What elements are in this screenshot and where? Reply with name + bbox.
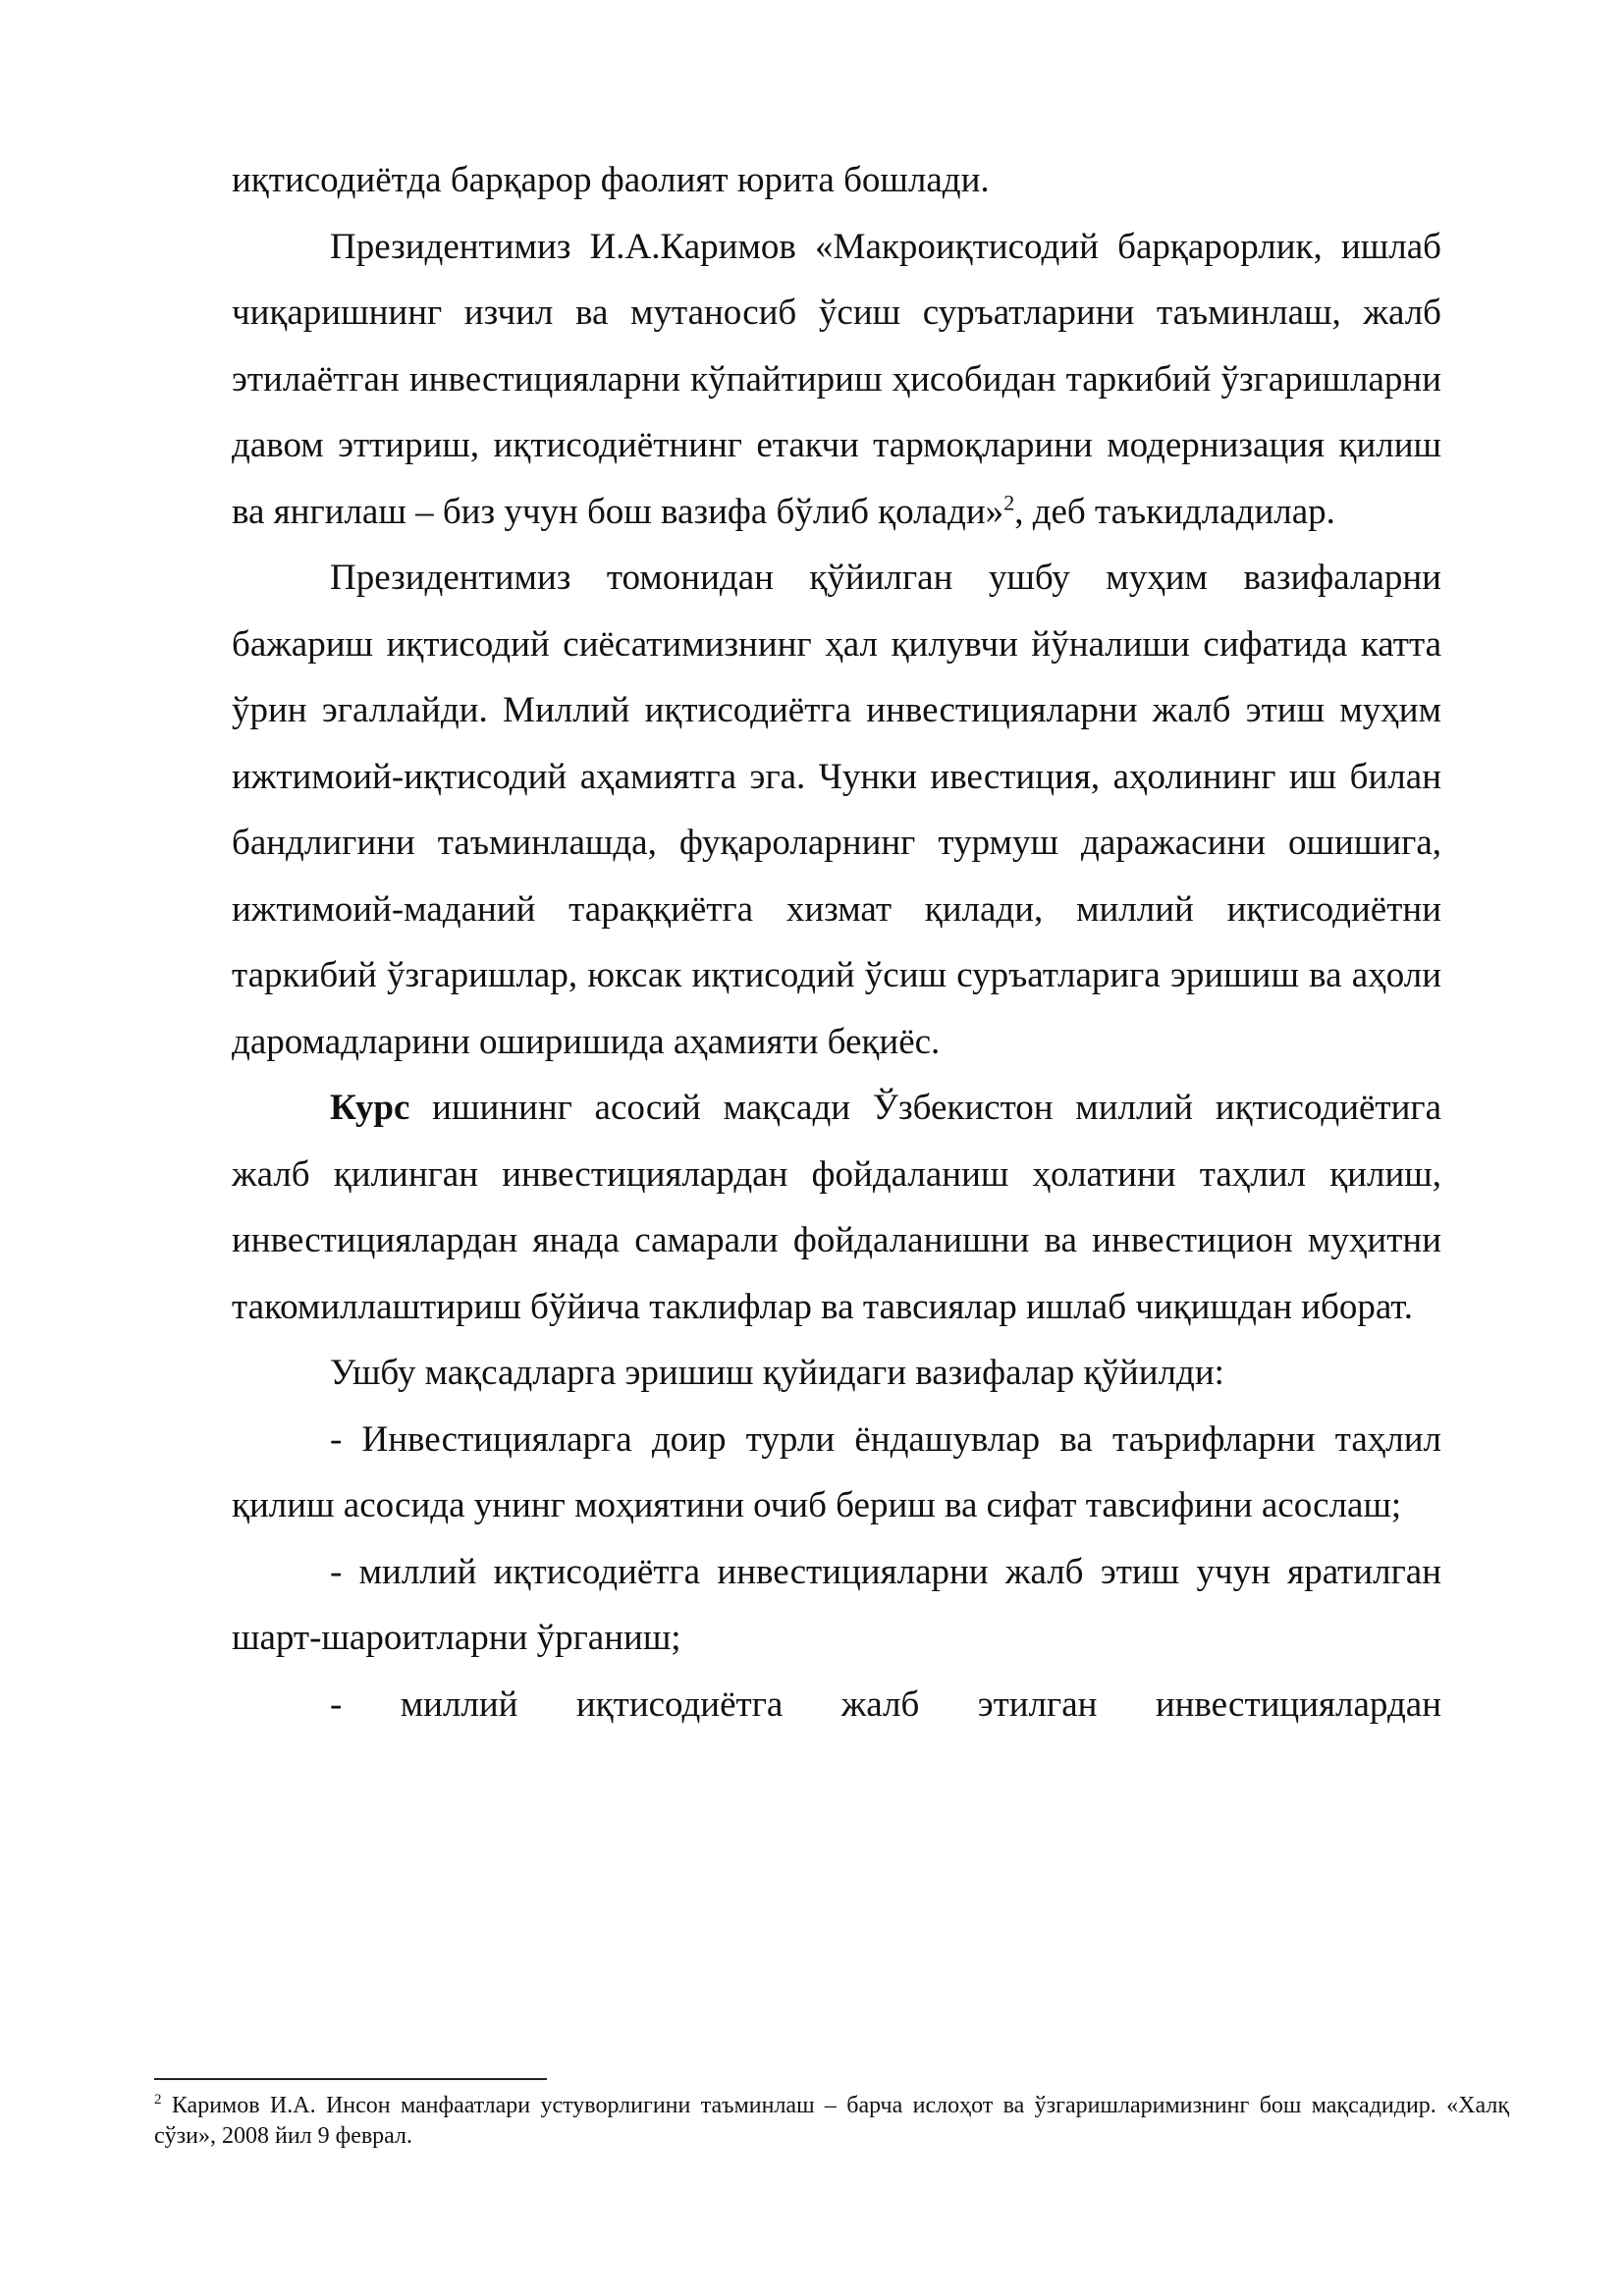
quote-tail: , деб таъкидладилар. [1014,491,1335,532]
body-text [232,147,1441,1737]
footnote-text: Каримов И.А. Инсон манфаатлари устуворлигини таъминлаш – барча ислоҳот ва ўзгаришларимизнинг бош мақсадидир. «Халқ сўзи», 2008 йил 9 феврал. [154,2093,1509,2149]
goal-text: ишининг асосий мақсади Ўзбекистон миллий иқтисодиётига жалб қилинган инвестициялардан фойдаланиш ҳолатини таҳлил қилиш, инвестициялардан янада самарали фойдаланишни ва инвестицион муҳитни такомиллаштириш бўйича таклифлар ва тавсиялар ишлаб чиқишдан иборат. [232,1088,1441,1327]
paragraph-continuation: иқтисодиётда барқарор фаолият юрита бошлади. [232,160,990,200]
task-item-1: - Инвестицияларга доир турли ёндашувлар ва таърифларни таҳлил қилиш асосида унинг моҳиятини очиб бериш ва сифат тавсифини асослаш; [232,1418,1441,1525]
quote-text: Президентимиз И.А.Каримов «Макроиқтисодий барқарорлик, ишлаб чиқаришнинг изчил ва мутаносиб ўсиш суръатларини таъминлаш, жалб этилаётган инвестицияларни кўпайтириш ҳисобидан таркибий ўзгаришларни давом эттириш, иқтисодиётнинг етакчи тармоқларини модернизация қилиш ва янгилаш – биз учун бош вазифа бўлиб қолади» [232,226,1441,532]
bold-term: Курс [330,1088,410,1128]
task-item-3: - миллий иқтисодиётга жалб этилган инвестициялардан [330,1683,1441,1725]
paragraph-goal [232,1075,1441,1340]
footnote-separator [154,2078,547,2080]
paragraph-importance: Президентимиз томонидан қўйилган ушбу муҳим вазифаларни бажариш иқтисодий сиёсатимизнинг ҳал қилувчи йўналиши сифатида катта ўрин эгаллайди. Миллий иқтисодиётга инвестицияларни жалб этиш муҳим ижтимоий-иқтисодий аҳамиятга эга. Чунки ивестиция, аҳолининг иш билан бандлигини таъминлашда, фуқароларнинг турмуш даражасини ошишига, ижтимоий-маданий тараққиётга хизмат қилади, миллий иқтисодиётни таркибий ўзгаришлар, юксак иқтисодий ўсиш суръатларига эришиш ва аҳоли даромадларини оширишида аҳамияти беқиёс. [232,558,1441,1062]
paragraph-tasks-intro: Ушбу мақсадларга эришиш қуйидаги вазифалар қўйилди: [330,1353,1224,1393]
footnote-number: 2 [154,2092,162,2108]
footnote [154,2091,1509,2152]
paragraph-quote [232,214,1441,546]
task-item-2: - миллий иқтисодиётга инвестицияларни жалб этиш учун яратилган шарт-шароитларни ўрганиш; [232,1551,1441,1658]
footnote-reference[interactable]: 2 [1003,490,1015,515]
